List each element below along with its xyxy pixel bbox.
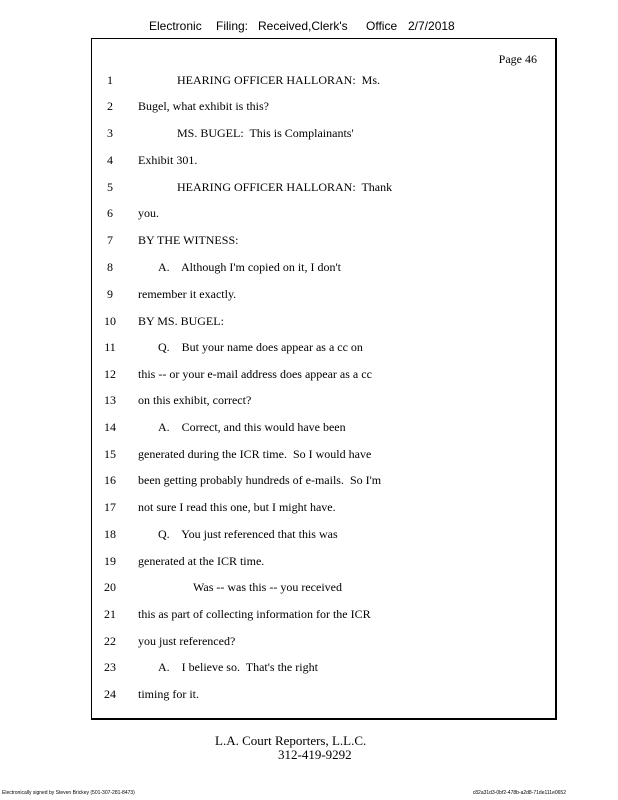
transcript-line (0, 500, 618, 520)
line-number: 19 (104, 554, 116, 568)
line-number: 24 (104, 687, 116, 701)
line-text: BY MS. BUGEL: (138, 314, 224, 328)
line-text: HEARING OFFICER HALLORAN: Ms. (177, 73, 381, 87)
transcript-line (0, 260, 618, 280)
transcript-line (0, 233, 618, 253)
transcript-line (0, 687, 618, 707)
transcript-line (0, 607, 618, 627)
line-text: on this exhibit, correct? (138, 393, 252, 407)
transcript-line (0, 180, 618, 200)
line-number: 12 (104, 367, 116, 381)
line-number: 17 (104, 500, 116, 514)
line-number: 8 (107, 260, 113, 274)
header-electronic: Electronic (149, 19, 202, 33)
transcript-line (0, 73, 618, 93)
transcript-line (0, 393, 618, 413)
line-number: 11 (104, 340, 116, 354)
line-text: A. Although I'm copied on it, I don't (158, 260, 341, 274)
line-number: 20 (104, 580, 116, 594)
line-text: Q. But your name does appear as a cc on (158, 340, 363, 354)
line-number: 9 (107, 287, 113, 301)
line-text: not sure I read this one, but I might have. (138, 500, 336, 514)
header-date: 2/7/2018 (408, 19, 455, 33)
footer-company: L.A. Court Reporters, L.L.C. (215, 733, 367, 748)
line-number: 2 (107, 99, 113, 113)
line-text: been getting probably hundreds of e-mails. So I'm (138, 473, 382, 487)
line-text: this as part of collecting information for the ICR (138, 607, 371, 621)
transcript-line (0, 206, 618, 226)
line-number: 10 (104, 314, 116, 328)
page-number: Page 46 (498, 52, 537, 66)
line-number: 1 (107, 73, 113, 87)
line-number: 6 (107, 206, 113, 220)
line-number: 13 (104, 393, 116, 407)
transcript-line (0, 580, 618, 600)
line-text: you just referenced? (138, 634, 236, 648)
line-text: remember it exactly. (138, 287, 237, 301)
electronic-signature: Electronically signed by Steven Brickey (501-307-281-8473) (2, 790, 135, 796)
line-number: 15 (104, 447, 116, 461)
line-number: 4 (107, 153, 113, 167)
transcript-line (0, 367, 618, 387)
transcript-line (0, 554, 618, 574)
line-number: 5 (107, 180, 113, 194)
line-text: BY THE WITNESS: (138, 233, 239, 247)
line-text: this -- or your e-mail address does appear as a cc (138, 367, 372, 381)
line-text: Exhibit 301. (138, 153, 198, 167)
transcript-line (0, 473, 618, 493)
footer-phone: 312-419-9292 (278, 747, 352, 762)
transcript-line (0, 340, 618, 360)
line-number: 16 (104, 473, 116, 487)
line-text: generated during the ICR time. So I would have (138, 447, 372, 461)
transcript-line (0, 153, 618, 173)
line-text: you. (138, 206, 159, 220)
line-text: MS. BUGEL: This is Complainants' (177, 126, 354, 140)
line-number: 3 (107, 126, 113, 140)
line-text: A. I believe so. That's the right (158, 660, 318, 674)
line-number: 23 (104, 660, 116, 674)
line-number: 22 (104, 634, 116, 648)
transcript-line (0, 99, 618, 119)
line-text: A. Correct, and this would have been (158, 420, 346, 434)
transcript-line (0, 420, 618, 440)
line-number: 21 (104, 607, 116, 621)
transcript-line (0, 634, 618, 654)
filing-stamp-header (0, 19, 618, 37)
header-received: Received,Clerk's (258, 19, 348, 33)
line-text: timing for it. (138, 687, 199, 701)
line-text: HEARING OFFICER HALLORAN: Thank (177, 180, 393, 194)
header-office: Office (366, 19, 398, 33)
line-number: 7 (107, 233, 113, 247)
line-text: Q. You just referenced that this was (158, 527, 338, 541)
line-number: 18 (104, 527, 116, 541)
line-number: 14 (104, 420, 116, 434)
header-filing: Filing: (216, 19, 249, 33)
line-text: Was -- was this -- you received (193, 580, 342, 594)
line-text: generated at the ICR time. (138, 554, 265, 568)
transcript-line (0, 660, 618, 680)
line-text: Bugel, what exhibit is this? (138, 99, 269, 113)
transcript-line (0, 126, 618, 146)
transcript-line (0, 314, 618, 334)
document-hash: c82a31d3-0bf2-478b-a2d8-71de111e0652 (472, 790, 566, 796)
transcript-line (0, 287, 618, 307)
transcript-line (0, 527, 618, 547)
transcript-line (0, 447, 618, 467)
